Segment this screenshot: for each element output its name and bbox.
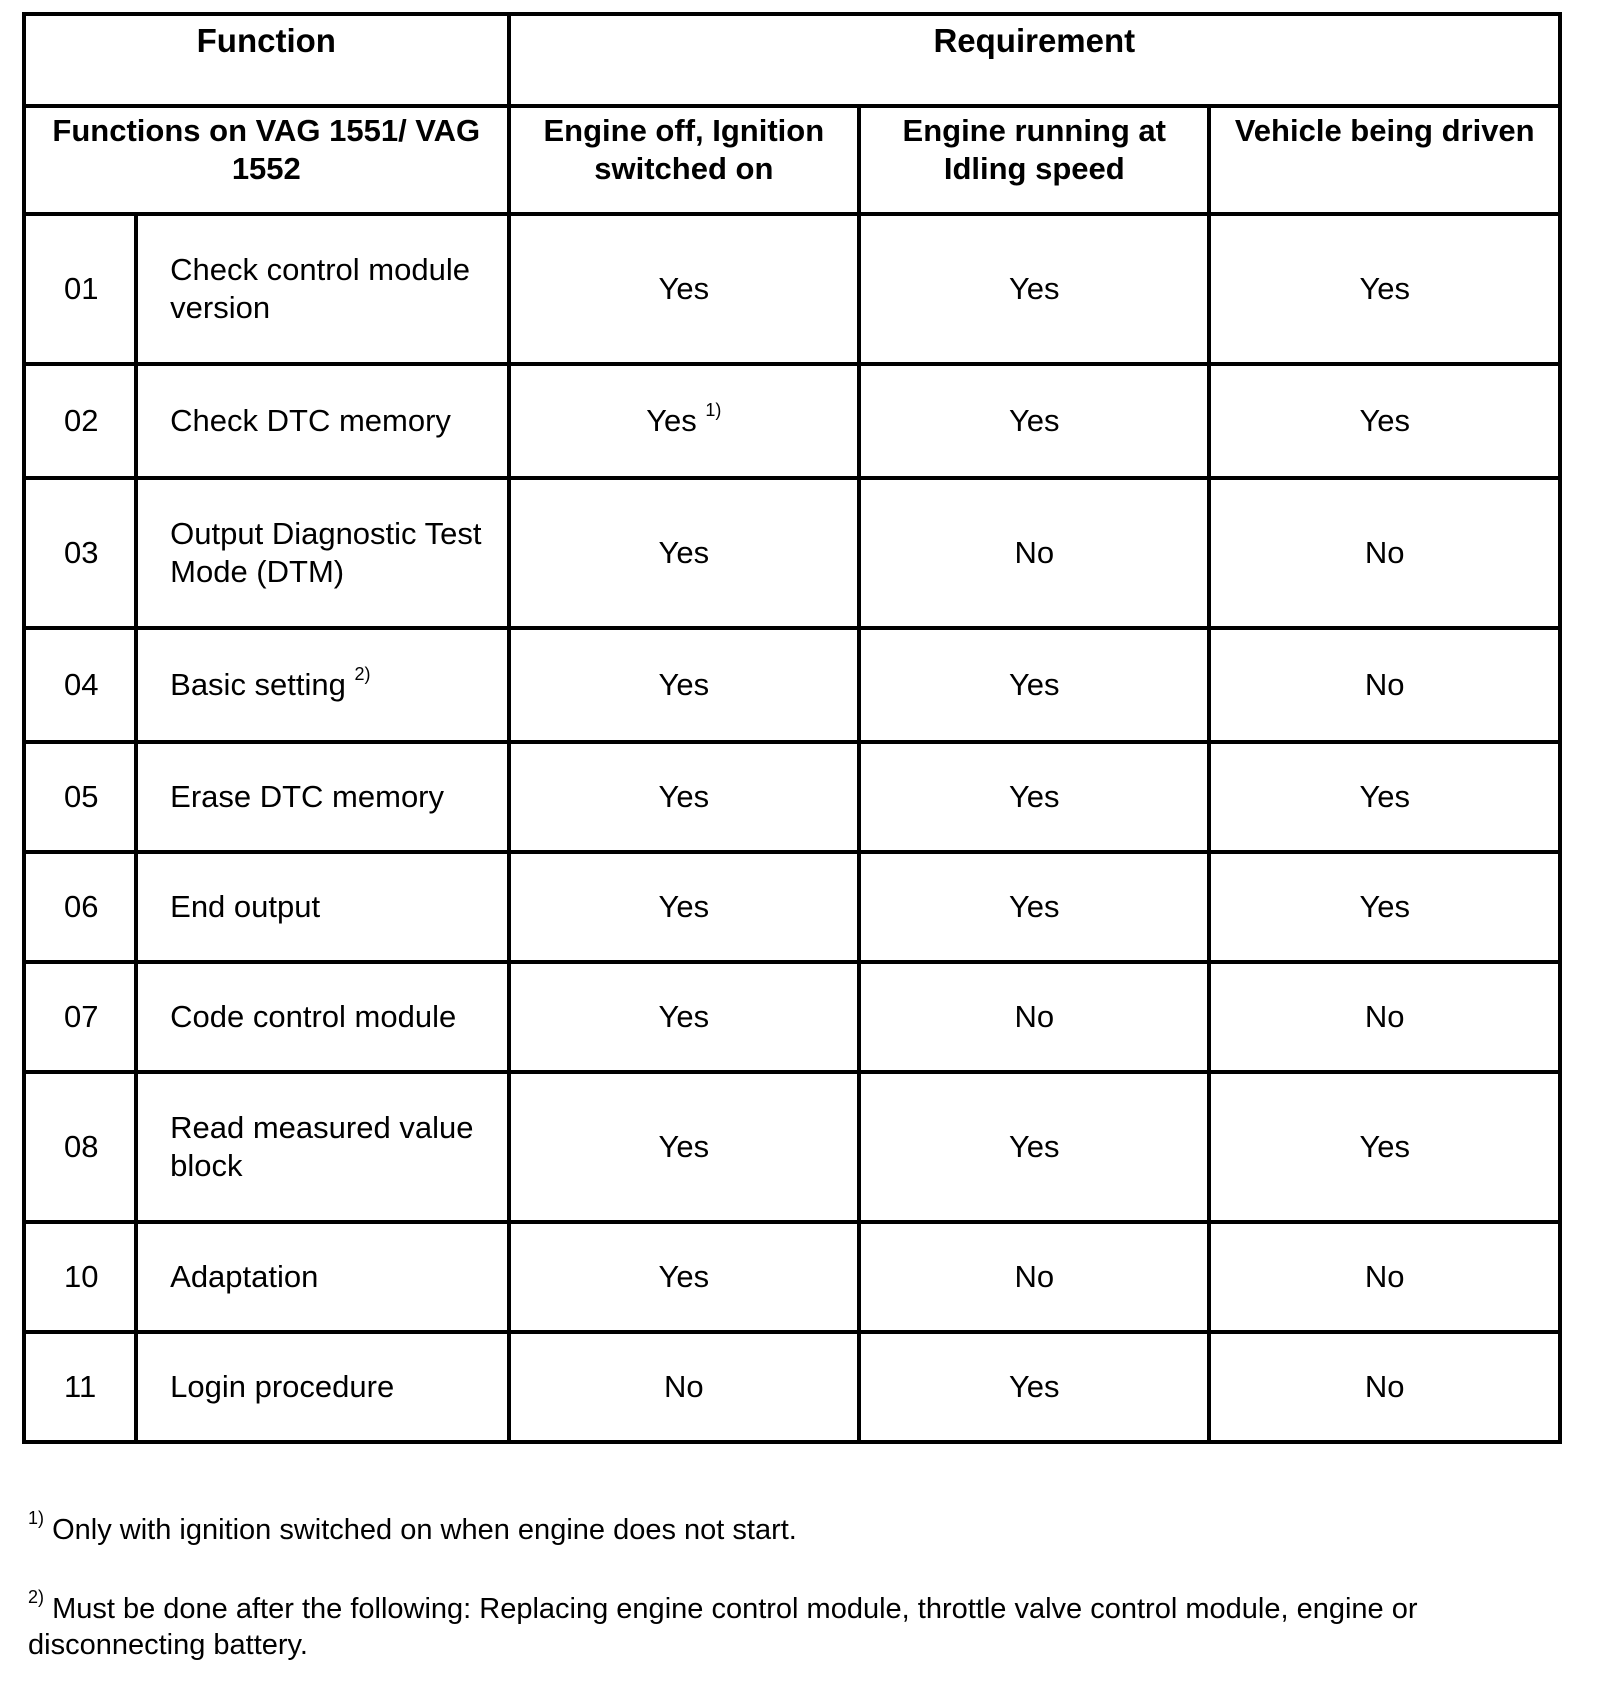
function-number: 07	[24, 962, 136, 1072]
table-row	[24, 214, 1560, 364]
engine-idle-value: No	[859, 478, 1209, 628]
table-row	[24, 742, 1560, 852]
function-name: Check DTC memory	[136, 364, 508, 478]
engine-off-value: Yes	[509, 962, 859, 1072]
table-row	[24, 364, 1560, 478]
vehicle-driven-value: No	[1209, 478, 1560, 628]
function-number: 05	[24, 742, 136, 852]
engine-off-value: Yes	[509, 1222, 859, 1332]
function-name: Erase DTC memory	[136, 742, 508, 852]
engine-off-value: Yes	[509, 214, 859, 364]
engine-idle-value: No	[859, 1222, 1209, 1332]
footnote-2-text: Must be done after the following: Replacing engine control module, throttle valve control module, engine or disconnecting battery.	[28, 1593, 1418, 1661]
engine-idle-value: Yes	[859, 742, 1209, 852]
function-name: Adaptation	[136, 1222, 508, 1332]
engine-idle-value: Yes	[859, 214, 1209, 364]
function-name-cell	[136, 628, 508, 742]
function-number: 03	[24, 478, 136, 628]
table-row	[24, 1222, 1560, 1332]
table-row	[24, 478, 1560, 628]
engine-idle-value: Yes	[859, 852, 1209, 962]
footnote-1	[28, 1508, 797, 1548]
vehicle-driven-value: No	[1209, 1222, 1560, 1332]
vehicle-driven-value: Yes	[1209, 1072, 1560, 1222]
function-name: End output	[136, 852, 508, 962]
engine-off-header: Engine off, Ignition switched on	[509, 106, 859, 214]
function-number: 11	[24, 1332, 136, 1442]
engine-idle-value: Yes	[859, 1072, 1209, 1222]
vehicle-driven-value: Yes	[1209, 742, 1560, 852]
engine-off-value: Yes	[509, 478, 859, 628]
function-name: Login procedure	[136, 1332, 508, 1442]
footnote-2	[28, 1587, 1528, 1663]
vehicle-driven-value: Yes	[1209, 214, 1560, 364]
requirement-header: Requirement	[509, 14, 1560, 106]
function-number: 01	[24, 214, 136, 364]
function-number: 04	[24, 628, 136, 742]
footnote-ref-2: 2)	[354, 663, 371, 684]
footnote-1-marker: 1)	[28, 1508, 45, 1529]
function-name: Check control module version	[136, 214, 508, 364]
footnote-ref-1: 1)	[705, 399, 722, 420]
requirements-table	[22, 12, 1562, 1444]
engine-idle-value: Yes	[859, 1332, 1209, 1442]
header-row-top	[24, 14, 1560, 106]
function-name: Output Diagnostic Test Mode (DTM)	[136, 478, 508, 628]
engine-off-value: Yes	[509, 742, 859, 852]
function-name: Read measured value block	[136, 1072, 508, 1222]
table-row	[24, 962, 1560, 1072]
function-number: 10	[24, 1222, 136, 1332]
table-row	[24, 628, 1560, 742]
function-number: 02	[24, 364, 136, 478]
engine-idle-value: No	[859, 962, 1209, 1072]
functions-on-header: Functions on VAG 1551/ VAG 1552	[24, 106, 509, 214]
engine-idle-value: Yes	[859, 628, 1209, 742]
function-number: 06	[24, 852, 136, 962]
function-header: Function	[24, 14, 509, 106]
engine-idle-value: Yes	[859, 364, 1209, 478]
vehicle-driven-value: No	[1209, 962, 1560, 1072]
engine-off-value: Yes	[509, 1072, 859, 1222]
footnote-1-text: Only with ignition switched on when engine does not start.	[52, 1514, 797, 1546]
vehicle-driven-value: Yes	[1209, 852, 1560, 962]
engine-off-value: Yes	[509, 852, 859, 962]
engine-off-cell	[509, 364, 859, 478]
function-name: Basic setting	[170, 667, 346, 702]
engine-off-value: No	[509, 1332, 859, 1442]
vehicle-driven-value: No	[1209, 628, 1560, 742]
table-row	[24, 1332, 1560, 1442]
vehicle-driven-value: Yes	[1209, 364, 1560, 478]
function-name: Code control module	[136, 962, 508, 1072]
engine-off-value: Yes	[509, 628, 859, 742]
vehicle-driven-value: No	[1209, 1332, 1560, 1442]
table-row	[24, 1072, 1560, 1222]
table-row	[24, 852, 1560, 962]
footnote-2-marker: 2)	[28, 1587, 45, 1608]
header-row-sub	[24, 106, 1560, 214]
function-number: 08	[24, 1072, 136, 1222]
vehicle-driven-header: Vehicle being driven	[1209, 106, 1560, 214]
engine-idle-header: Engine running at Idling speed	[859, 106, 1209, 214]
engine-off-value: Yes	[646, 403, 697, 438]
